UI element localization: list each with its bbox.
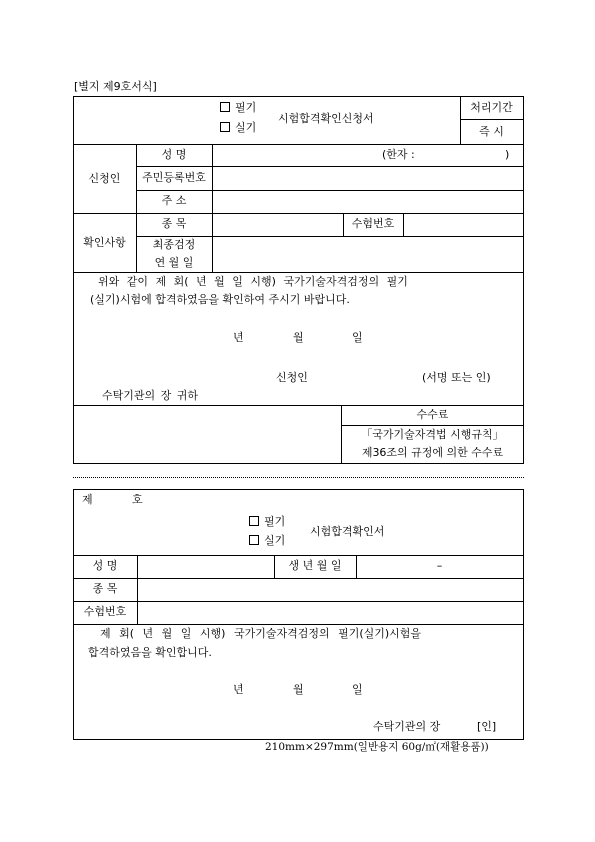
birth-date-dash: –: [436, 559, 443, 572]
final-pass-label-1: 최종검정: [152, 238, 196, 251]
processing-period-value: 즉 시: [479, 125, 504, 138]
hanja-label: (한자 :: [382, 148, 415, 161]
checkbox-written[interactable]: 필기: [249, 515, 285, 529]
cert-name-field[interactable]: [138, 556, 274, 578]
rrn-field[interactable]: [213, 167, 523, 190]
request-text-line2: (실기)시험에 합격하였음을 확인하여 주시기 바랍니다.: [90, 293, 350, 306]
cert-category-field[interactable]: [138, 579, 523, 601]
paper-spec-note: 210mm×297mm(일반용지 60g/㎡(재활용품)): [265, 741, 489, 753]
form-number-tag: [별지 제9호서식]: [74, 80, 157, 93]
checkbox-practical[interactable]: 실기: [220, 121, 256, 135]
issuer-label: 수탁기관의 장: [373, 720, 441, 733]
cert-exam-number-label: 수험번호: [83, 605, 127, 618]
confirm-label: 확인사항: [83, 236, 126, 249]
processing-period-label: 처리기간: [470, 101, 513, 114]
checkbox-written[interactable]: 필기: [220, 101, 256, 115]
name-field[interactable]: [213, 145, 523, 166]
cert-date-day: 일: [352, 683, 363, 696]
date-month: 월: [293, 331, 304, 344]
date-day: 일: [352, 331, 363, 344]
final-pass-date-field[interactable]: [213, 237, 523, 272]
signer-label: 신청인: [276, 371, 308, 384]
cert-exam-number-field[interactable]: [138, 602, 523, 624]
cert-number-prefix: 제: [82, 493, 93, 506]
rrn-label: 주민등록번호: [142, 171, 206, 184]
checkbox-icon: [249, 535, 259, 545]
cert-number-suffix: 호: [132, 493, 143, 506]
cert-date-year: 년: [233, 683, 244, 696]
exam-number-label: 수험번호: [351, 217, 395, 230]
addressee: 수탁기관의 장 귀하: [102, 389, 199, 402]
form-title: 시험합격확인신청서: [278, 112, 374, 125]
fee-label: 수수료: [416, 408, 449, 421]
applicant-label: 신청인: [88, 172, 121, 185]
fee-rule-line1: 「국가기술자격법 시행규칙」: [361, 428, 504, 441]
checkbox-practical[interactable]: 실기: [249, 534, 285, 548]
checkbox-icon: [249, 516, 259, 526]
checkbox-icon: [220, 102, 230, 112]
category-field[interactable]: [213, 214, 343, 236]
cert-name-label: 성 명: [92, 559, 118, 572]
request-text-line1: 위와 같이 제 회( 년 월 일 시행) 국가기술자격검정의 필기: [98, 275, 408, 288]
checkbox-icon: [220, 122, 230, 132]
date-year: 년: [233, 331, 244, 344]
birth-date-label: 생 년 월 일: [288, 559, 342, 572]
category-label: 종 목: [161, 217, 187, 230]
final-pass-label-2: 연 월 일: [154, 256, 194, 269]
signature-note: (서명 또는 인): [422, 371, 491, 384]
address-field[interactable]: [213, 191, 523, 213]
cert-text-line1: 제 회( 년 월 일 시행) 국가기술자격검정의 필기(실기)시험을: [100, 627, 422, 640]
hanja-close: ): [505, 148, 510, 161]
cert-title: 시험합격확인서: [310, 525, 385, 538]
exam-number-field[interactable]: [404, 214, 523, 236]
cut-line: [73, 477, 524, 478]
cert-text-line2: 합격하였음을 확인합니다.: [88, 646, 212, 659]
cert-category-label: 종 목: [92, 582, 118, 595]
cert-date-month: 월: [293, 683, 304, 696]
name-label: 성 명: [161, 148, 187, 161]
address-label: 주 소: [161, 194, 187, 207]
fee-rule-line2: 제36조의 규정에 의한 수수료: [361, 446, 504, 459]
seal-mark: [인]: [477, 720, 497, 733]
